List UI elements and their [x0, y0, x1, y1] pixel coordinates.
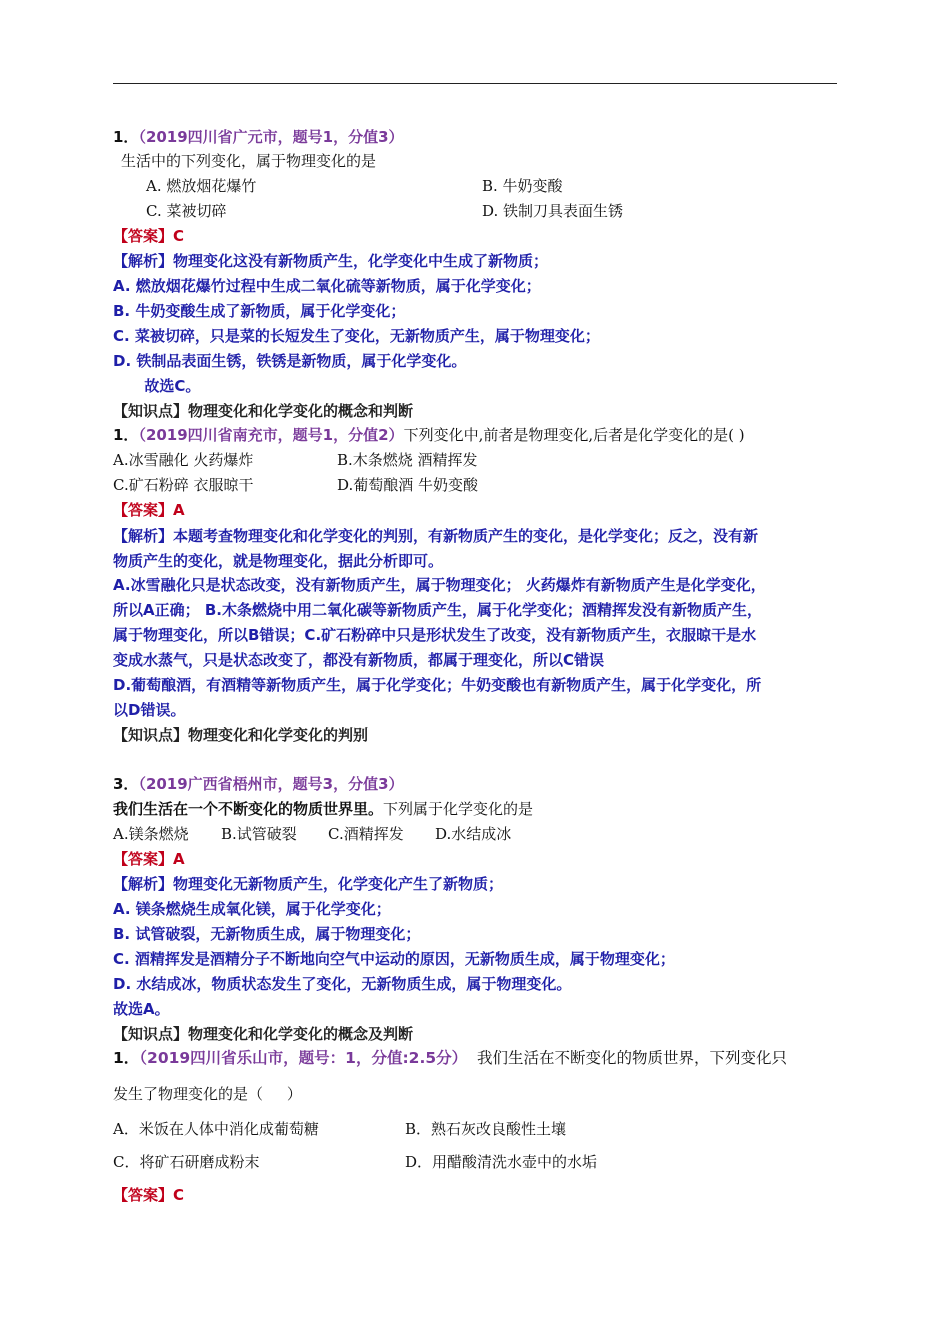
- q1-knowledge: 【知识点】物理变化和化学变化的概念和判断: [113, 402, 414, 420]
- q2-knowledge: 【知识点】物理变化和化学变化的判别: [113, 726, 369, 744]
- q2-heading: 1．（2019四川省南充市，题号1，分值2）下列变化中,前者是物理变化,后者是化学变化的是( ): [113, 426, 745, 444]
- q3-knowledge: 【知识点】物理变化和化学变化的概念及判断: [113, 1025, 414, 1043]
- q1-option-c: C. 菜被切碎: [146, 202, 227, 220]
- header-rule: [113, 83, 837, 84]
- q2-analysis-line: A.冰雪融化只是状态改变，没有新物质产生，属于物理变化； 火药爆炸有新物质产生是化学变化，: [113, 576, 766, 594]
- q2-answer: 【答案】A: [113, 501, 185, 519]
- q2-option-d: D.葡萄酿酒 牛奶变酸: [337, 476, 479, 494]
- q1-option-a: A. 燃放烟花爆竹: [146, 177, 257, 195]
- q2-option-c: C.矿石粉碎 衣服晾干: [113, 476, 254, 494]
- q1-analysis-line: 故选C。: [113, 377, 201, 395]
- q3-answer: 【答案】A: [113, 850, 185, 868]
- q1-option-d: D. 铁制刀具表面生锈: [482, 202, 624, 220]
- q3-analysis-line: A. 镁条燃烧生成氧化镁，属于化学变化；: [113, 900, 391, 918]
- q3-option-d: D.水结成冰: [435, 825, 512, 843]
- q1-answer: 【答案】C: [113, 227, 185, 245]
- q2-analysis-line: D.葡萄酿酒，有酒精等新物质产生，属于化学变化；牛奶变酸也有新物质产生，属于化学变化，所: [113, 676, 762, 694]
- q4-option-c: C．将矿石研磨成粉末: [113, 1153, 260, 1171]
- q3-option-c: C.酒精挥发: [328, 825, 404, 843]
- q1-analysis-line: D. 铁制品表面生锈，铁锈是新物质，属于化学变化。: [113, 352, 467, 370]
- q3-option-b: B.试管破裂: [221, 825, 297, 843]
- q2-analysis-line: 【解析】本题考查物理变化和化学变化的判别，有新物质产生的变化，是化学变化；反之，没有新: [113, 527, 759, 545]
- q3-analysis-line: B. 试管破裂，无新物质生成，属于物理变化；: [113, 925, 421, 943]
- q4-option-a: A．米饭在人体中消化成葡萄糖: [113, 1120, 319, 1138]
- q2-option-b: B.木条燃烧 酒精挥发: [337, 451, 478, 469]
- q3-option-a: A.镁条燃烧: [113, 825, 189, 843]
- q1-option-b: B. 牛奶变酸: [482, 177, 563, 195]
- q3-analysis-line: 故选A。: [113, 1000, 170, 1018]
- q1-analysis-line: B. 牛奶变酸生成了新物质，属于化学变化；: [113, 302, 406, 320]
- q2-analysis-line: 属于物理变化，所以B错误；C.矿石粉碎中只是形状发生了改变，没有新物质产生，衣服晾干是水: [113, 626, 757, 644]
- q4-stem-continued: 发生了物理变化的是（ ）: [113, 1085, 302, 1103]
- q3-analysis-line: C. 酒精挥发是酒精分子不断地向空气中运动的原因，无新物质生成，属于物理变化；: [113, 950, 675, 968]
- q3-analysis-line: 【解析】物理变化无新物质产生，化学变化产生了新物质；: [113, 875, 504, 893]
- q4-heading: 1．（2019四川省乐山市，题号：1，分值:2.5分） 我们生活在不断变化的物质世界，下列变化只: [113, 1049, 787, 1067]
- q2-analysis-line: 以D错误。: [113, 701, 186, 719]
- q2-analysis-line: 物质产生的变化，就是物理变化，据此分析即可。: [113, 552, 444, 570]
- q4-option-b: B．熟石灰改良酸性土壤: [405, 1120, 567, 1138]
- q1-analysis-line: C. 菜被切碎，只是菜的长短发生了变化，无新物质产生，属于物理变化；: [113, 327, 600, 345]
- q2-analysis-line: 所以A正确； B.木条燃烧中用二氧化碳等新物质产生，属于化学变化；酒精挥发没有新物质产生，: [113, 601, 762, 619]
- q4-option-d: D．用醋酸清洗水壶中的水垢: [405, 1153, 598, 1171]
- q1-heading: 1．（2019四川省广元市，题号1，分值3）: [113, 128, 404, 146]
- q4-answer: 【答案】C: [113, 1186, 185, 1204]
- q2-analysis-line: 变成水蒸气，只是状态改变了，都没有新物质，都属于理变化，所以C错误: [113, 651, 605, 669]
- q1-analysis-line: A. 燃放烟花爆竹过程中生成二氧化硫等新物质，属于化学变化；: [113, 277, 541, 295]
- q1-stem: 生活中的下列变化，属于物理变化的是: [121, 152, 377, 170]
- q3-stem: 我们生活在一个不断变化的物质世界里。下列属于化学变化的是: [113, 800, 534, 818]
- q3-heading: 3．（2019广西省梧州市，题号3，分值3）: [113, 775, 404, 793]
- q3-analysis-line: D. 水结成冰，物质状态发生了变化，无新物质生成，属于物理变化。: [113, 975, 572, 993]
- q1-analysis-line: 【解析】物理变化这没有新物质产生，化学变化中生成了新物质；: [113, 252, 549, 270]
- q2-option-a: A.冰雪融化 火药爆炸: [113, 451, 254, 469]
